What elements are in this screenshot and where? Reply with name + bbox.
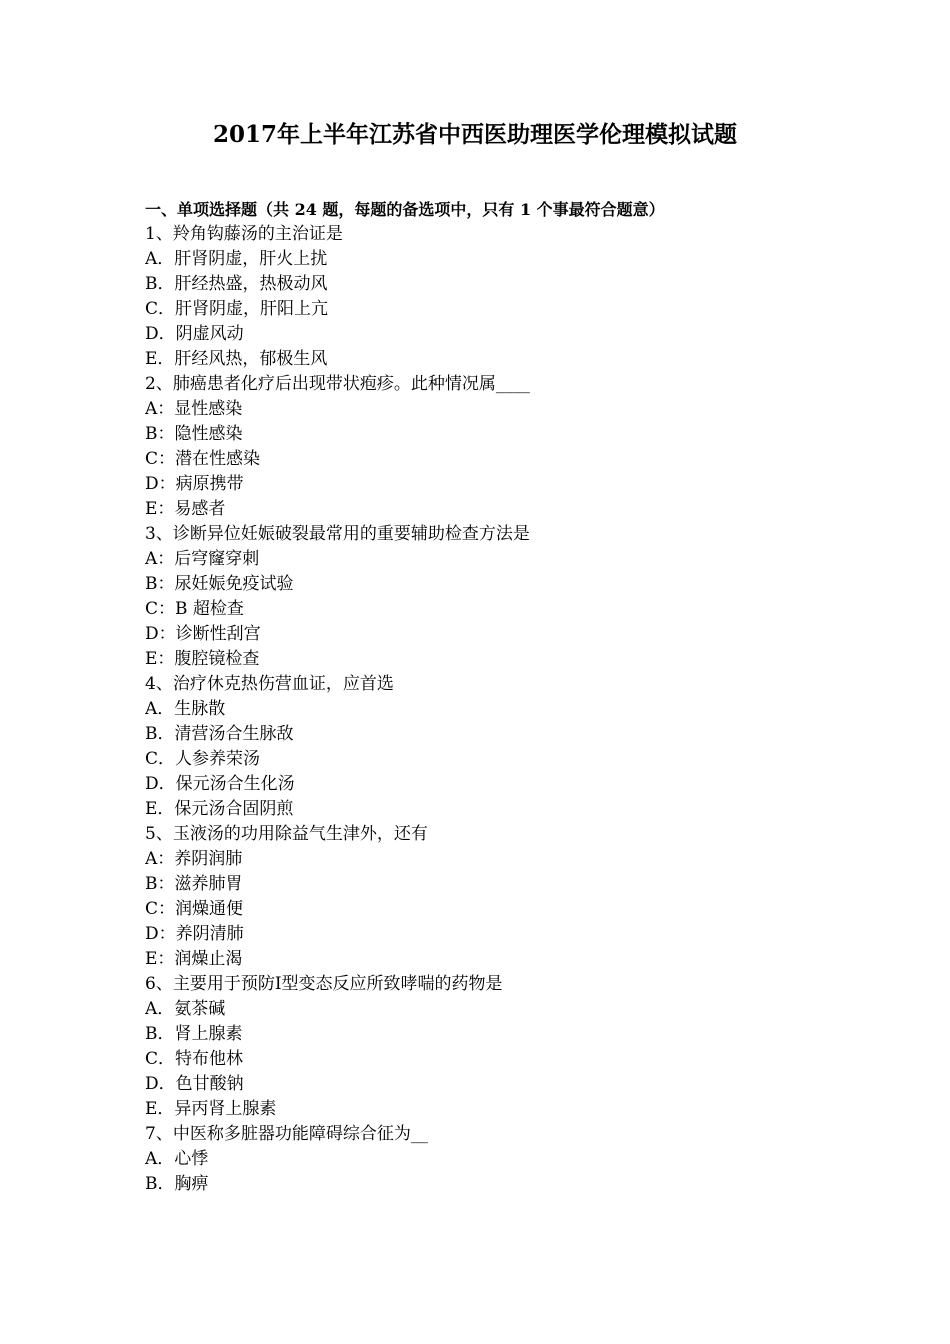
- answer-option: B．清营汤合生脉敌: [145, 724, 294, 744]
- question-list: [145, 222, 845, 1197]
- question-item: [145, 522, 845, 672]
- answer-option: A．心悸: [145, 1149, 209, 1169]
- question-stem: 6、主要用于预防Ⅰ型变态反应所致哮喘的药物是: [145, 974, 503, 994]
- question-stem: 4、治疗休克热伤营血证，应首选: [145, 674, 394, 694]
- section-heading: 一、单项选择题（共 24 题，每题的备选项中，只有 1 个事最符合题意）: [145, 200, 665, 219]
- question-item: [145, 372, 845, 522]
- answer-option: B．肝经热盛，热极动风: [145, 274, 328, 294]
- answer-option: E：润燥止渴: [145, 949, 243, 969]
- document-title: 2017年上半年江苏省中西医助理医学伦理模拟试题: [212, 121, 737, 148]
- answer-option: E：易感者: [145, 499, 226, 519]
- answer-option: C：潜在性感染: [145, 449, 261, 469]
- answer-option: B：滋养肺胃: [145, 874, 243, 894]
- question-item: [145, 1122, 845, 1197]
- answer-option: B：尿妊娠免疫试验: [145, 574, 294, 594]
- answer-option: E．肝经风热，郁极生风: [145, 349, 328, 369]
- answer-option: A．肝肾阴虚，肝火上扰: [145, 249, 328, 269]
- answer-option: C：润燥通便: [145, 899, 244, 919]
- answer-option: C：B 超检查: [145, 599, 244, 619]
- answer-option: A．氨茶碱: [145, 999, 226, 1019]
- answer-option: B．胸痹: [145, 1174, 209, 1194]
- answer-option: B：隐性感染: [145, 424, 243, 444]
- answer-option: B．肾上腺素: [145, 1024, 243, 1044]
- answer-option: D．色甘酸钠: [145, 1074, 244, 1094]
- answer-option: D：病原携带: [145, 474, 244, 494]
- answer-option: D：养阴清肺: [145, 924, 244, 944]
- answer-option: A：后穹窿穿刺: [145, 549, 260, 569]
- answer-option: A：养阴润肺: [145, 849, 243, 869]
- answer-option: E．保元汤合固阴煎: [145, 799, 294, 819]
- answer-option: A．生脉散: [145, 699, 226, 719]
- answer-option: C．肝肾阴虚，肝阳上亢: [145, 299, 329, 319]
- question-stem: 3、诊断异位妊娠破裂最常用的重要辅助检查方法是: [145, 524, 530, 544]
- question-item: [145, 972, 845, 1122]
- answer-option: A：显性感染: [145, 399, 243, 419]
- question-item: [145, 222, 845, 372]
- question-stem: 1、羚角钩藤汤的主治证是: [145, 224, 343, 244]
- answer-option: E：腹腔镜检查: [145, 649, 260, 669]
- answer-option: D．阴虚风动: [145, 324, 244, 344]
- question-stem: 2、肺癌患者化疗后出现带状疱疹。此种情况属____: [145, 374, 530, 394]
- answer-option: C．人参养荣汤: [145, 749, 261, 769]
- answer-option: C．特布他林: [145, 1049, 244, 1069]
- answer-option: D．保元汤合生化汤: [145, 774, 295, 794]
- answer-option: D：诊断性刮宫: [145, 624, 261, 644]
- answer-option: E．异丙肾上腺素: [145, 1099, 277, 1119]
- question-stem: 5、玉液汤的功用除益气生津外，还有: [145, 824, 428, 844]
- question-item: [145, 672, 845, 822]
- question-item: [145, 822, 845, 972]
- question-stem: 7、中医称多脏器功能障碍综合征为__: [145, 1124, 428, 1144]
